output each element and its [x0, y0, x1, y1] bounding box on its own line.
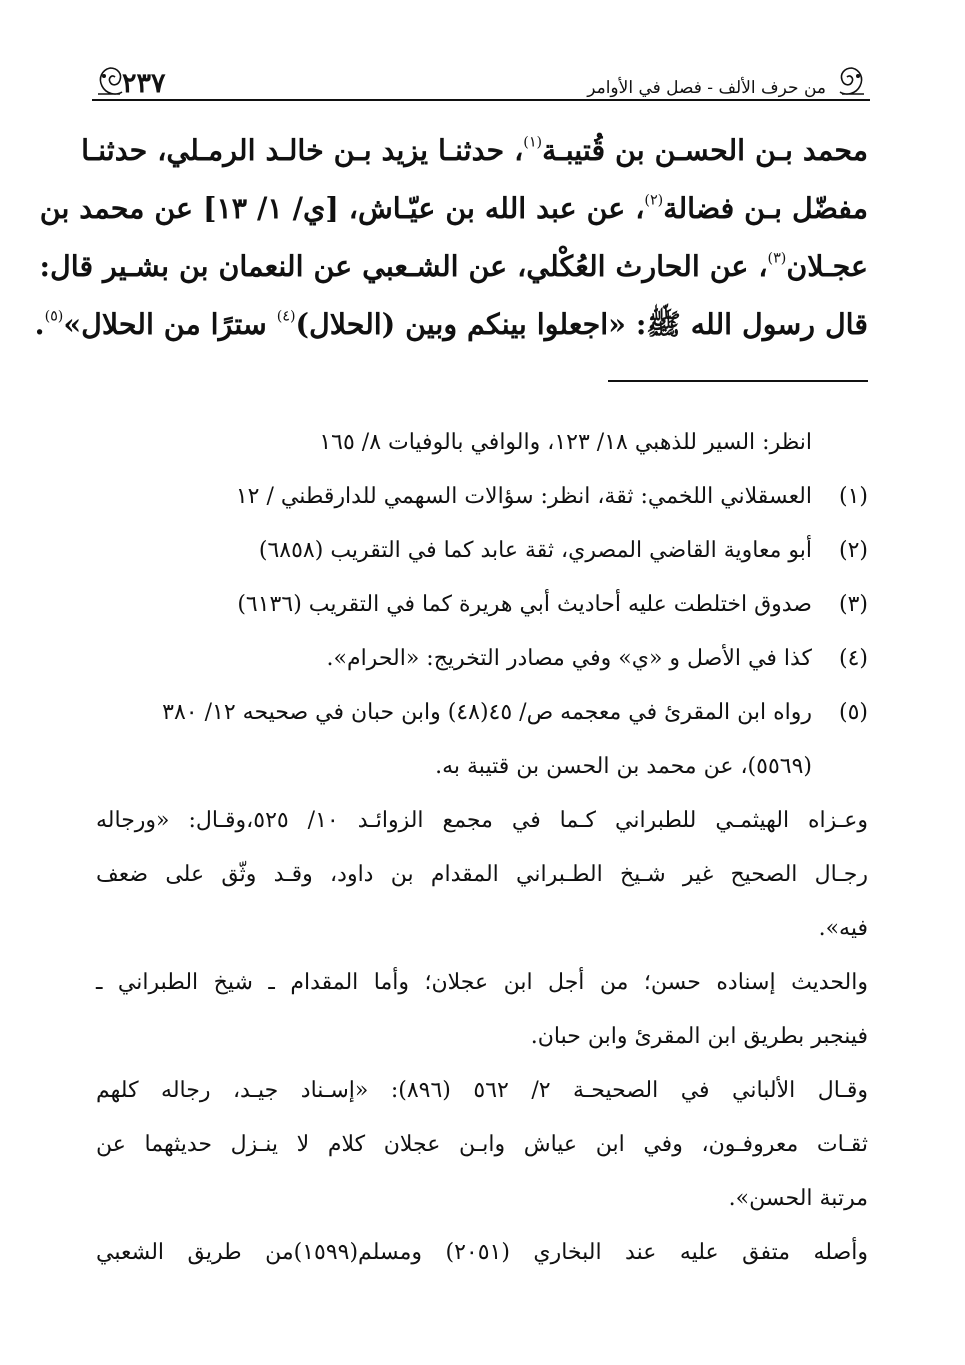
footnote-ref: (٤): [276, 308, 296, 325]
footnote-line: ثقـات معروفـون، وفي ابن عياش وابـن عجلان كلام لا ينـزل حديثهما عن: [96, 1132, 869, 1157]
footnote-ref: (٢): [644, 192, 664, 209]
footnote-line: انظر: السير للذهبي ١٨/ ١٢٣، والوافي بالوفيات ٨/ ١٦٥: [319, 430, 812, 455]
page-number: ٢٣٧: [122, 68, 166, 99]
main-text: [34, 121, 868, 353]
footnote-1: (١)العسقلاني اللخمي: ثقة، انظر: سؤالات السهمي للدارقطني / ١٢: [235, 484, 868, 509]
ornament-icon: [834, 64, 870, 100]
footnote-line: مرتبة الحسن».: [728, 1186, 868, 1211]
running-header: [92, 60, 870, 106]
footnote-line: وأصله متفق عليه عند البخاري (٢٠٥١) ومسلم(١٥٩٩)من طريق الشعبي: [96, 1240, 868, 1265]
footnote-4: (٤)كذا في الأصل و «ي» وفي مصادر التخريج: «الحرام».: [326, 646, 868, 671]
footnote-line: رجـال الصحيح غير شـيخ الطـبراني المقدام بن داود، وقـد وثّق على ضعف: [96, 862, 868, 887]
main-line: مفضّل بـن فضالة$^{(٢)}$، عن عبد الله بن عيّـاش، [ي/ ١/ ١٣] عن محمد بن: [39, 191, 868, 225]
main-line: عجـلان$^{(٣)}$، عن الحارث العُكْلي، عن الشـعبي عن النعمان بن بشـير قال:: [39, 249, 868, 283]
header-title: من حرف الألف - فصل في الأوامر: [587, 78, 826, 98]
main-line: محمد بـن الحسـن بن قُتيبـة$^{(١)}$، حدثنـا يزيد بـن خالـد الرمـلي، حدثنـا: [81, 133, 868, 167]
footnote-separator: [608, 380, 868, 382]
footnote-ref: (١): [523, 134, 543, 151]
footnote-line: وعـزاه الهيثمـي للطبراني كـما في مجمع الزوائـد ١٠/ ٥٢٥،وقـال: «ورجاله: [96, 808, 869, 833]
footnote-line: وقـال الألباني في الصحيحـة ٢/ ٥٦٢ (٨٩٦): «إسـناد جيـد، رجاله كلهم: [96, 1078, 868, 1103]
ornament-icon: [92, 64, 128, 100]
footnote-line: فينجبر بطريق ابن المقرئ وابن حبان.: [530, 1024, 868, 1049]
footnotes: [96, 416, 868, 1280]
footnote-ref: (٥): [44, 308, 64, 325]
main-line: قال رسول الله ﷺ: «اجعلوا بينكم وبين (الحلال)$^{(٤)}$ سترًا من الحلال»$^{(٥)}$.: [34, 307, 868, 341]
footnote-line: فيه».: [818, 916, 868, 941]
footnote-line: والحديث إسناده حسن؛ من أجل ابن عجلان؛ وأما المقدام ـ شيخ الطبراني ـ: [96, 970, 868, 995]
footnote-5: (٥)رواه ابن المقرئ في معجمه ص/ ٤٥(٤٨) وابن حبان في صحيحه ١٢/ ٣٨٠: [162, 700, 868, 725]
footnote-line: (٥٥٦٩)، عن محمد بن الحسن بن قتيبة به.: [435, 754, 812, 779]
header-rule: [92, 99, 870, 101]
footnote-ref: (٣): [767, 250, 787, 267]
footnote-3: (٣)صدوق اختلطت عليه أحاديث أبي هريرة كما في التقريب (٦١٣٦): [237, 592, 868, 617]
footnote-2: (٢)أبو معاوية القاضي المصري، ثقة عابد كما في التقريب (٦٨٥٨): [258, 538, 868, 563]
